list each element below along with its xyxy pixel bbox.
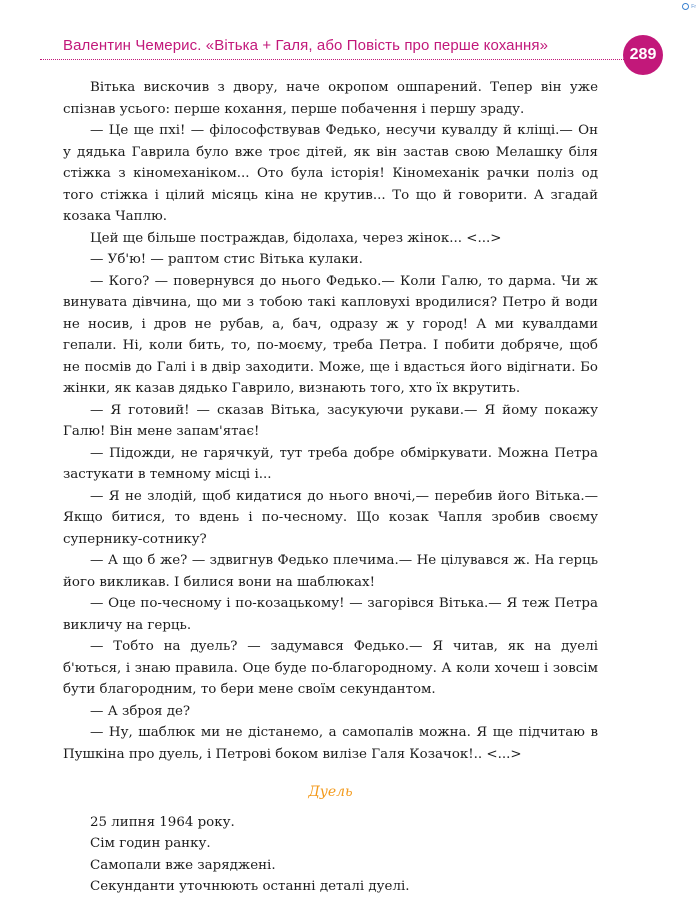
watermark-label: Fr <box>691 3 696 10</box>
page-number-badge: 289 <box>623 35 663 75</box>
paragraph: — Кого? — повернувся до нього Федько.— Коли Галю, то дарма. Чи ж винувата дівчина, що ми з тобою такі капловухі вродилися? Петро й води не носив, і дров не рубав, а, бач, одразу ж у город! А ми кувалдами гепали. Ні, коли бить, то, по-моєму, треба Петра. І побити добряче, щоб не посмів до Галі і в двір заходити. Може, ще і вдасться його відігнати. Бо жінки, як казав дядько Гаврило, визнають того, хто їх вкрутить. <box>63 273 598 396</box>
paragraph: — Ну, шаблюк ми не дістанемо, а самопалів можна. Я ще підчитаю в Пушкіна про дуель, і Петрові боком вилізе Галя Козачок!.. <...> <box>63 725 598 762</box>
page-header <box>0 30 700 66</box>
paragraph: Вітька вискочив з двору, наче окропом ошпарений. Тепер він уже спізнав усього: перше кохання, перше побачення і першу зраду. <box>63 80 598 117</box>
paragraph: — А що б же? — здвигнув Федько плечима.— Не цілувався ж. На герць його викликав. І билися вони на шаблюках! <box>63 553 598 590</box>
watermark-icon <box>682 3 689 10</box>
header-dotted-rule <box>40 59 630 60</box>
body-text <box>63 77 598 898</box>
paragraph: — Уб'ю! — раптом стис Вітька кулаки. <box>90 252 363 267</box>
section-line: Сім годин ранку. <box>90 836 211 851</box>
paragraph: — Я не злодій, щоб кидатися до нього вночі,— перебив його Вітька.— Якщо битися, то вдень і по-чесному. Що козак Чапля зробив своєму супернику-сотнику? <box>63 488 598 547</box>
paragraph: — Підожди, не гарячкуй, тут треба добре обміркувати. Можна Петра застукати в темному місці і... <box>63 445 598 482</box>
paragraph: Цей ще більше постраждав, бідолаха, через жінок... <...> <box>90 230 502 246</box>
section-line: Самопали вже заряджені. <box>90 857 276 873</box>
section-line: Секунданти уточнюють останні деталі дуелі. <box>90 879 410 894</box>
section-heading: Дуель <box>308 784 353 800</box>
paragraph: — Я готовий! — сказав Вітька, засукуючи рукави.— Я йому покажу Галю! Він мене запам'ятає! <box>63 402 598 439</box>
section-line: 25 липня 1964 року. <box>90 814 235 830</box>
paragraph: — Тобто на дуель? — задумався Федько.— Я читав, як на дуелі б'ються, і знаю правила. Оце буде по-благородному. А коли хочеш і зовсім бути благородним, то бери мене своїм секундантом. <box>63 639 598 697</box>
watermark-logo <box>682 3 696 10</box>
paragraph: — А зброя де? <box>90 703 191 719</box>
paragraph: — Це ще пхі! — філософствував Федько, несучи кувалду й кліщі.— Он у дядька Гаврила було вже троє дітей, як він застав свою Мелашку біля стіжка з кіномеханіком... Ото була історія! Кіномеханік рачки поліз од того стіжка і цілий місяць кіна не крутив... То що й говорити. А згадай козака Чаплю. <box>63 123 598 224</box>
running-title: Валентин Чемерис. «Вітька + Галя, або Повість про перше кохання» <box>63 37 549 54</box>
paragraph: — Оце по-чесному і по-козацькому! — загорівся Вітька.— Я теж Петра викличу на герць. <box>63 596 598 633</box>
